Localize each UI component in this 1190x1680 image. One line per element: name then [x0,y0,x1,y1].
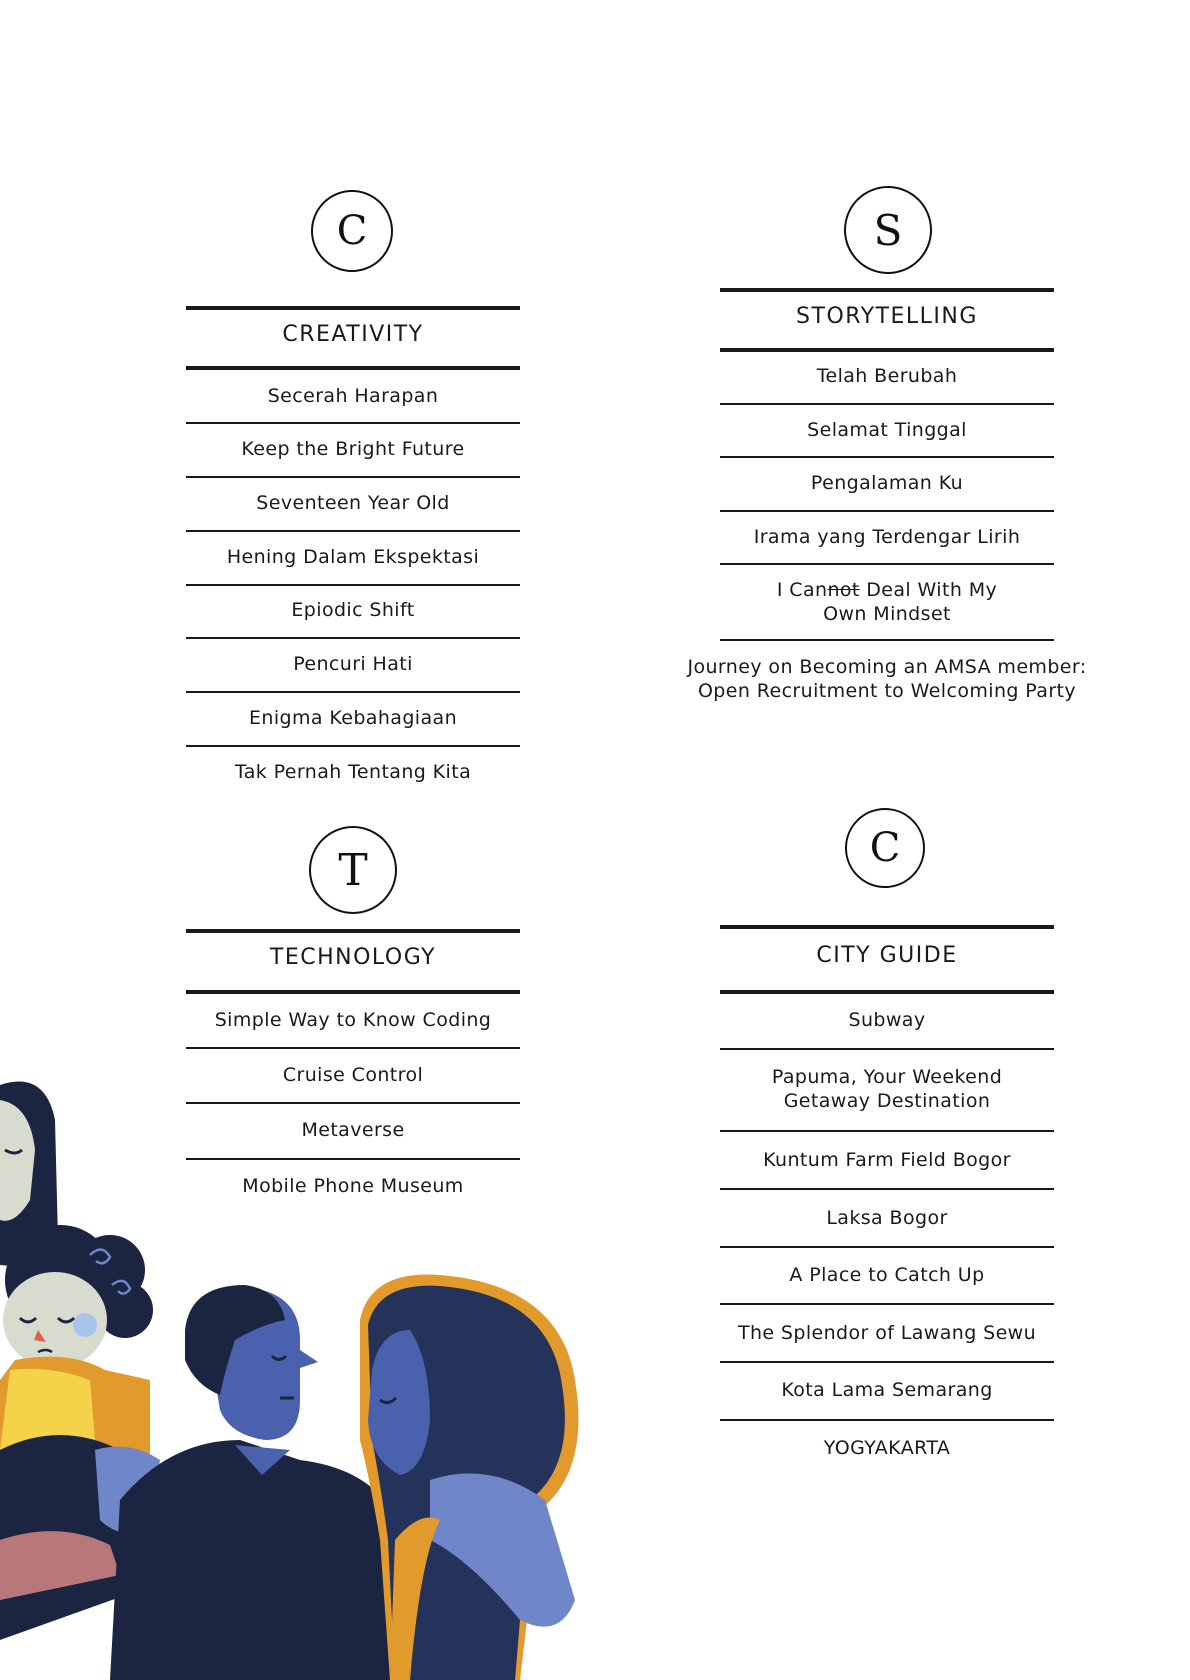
city-guide-item-1[interactable]: Subway [848,1009,926,1031]
creativity-item-3[interactable]: Seventeen Year Old [256,492,450,514]
storytelling-item-6[interactable]: Journey on Becoming an AMSA member: Open Recruitment to Welcoming Party [687,656,1087,702]
divider [186,530,520,532]
divider [186,745,520,747]
divider [720,510,1054,512]
creativity-item-7[interactable]: Enigma Kebahagiaan [248,707,458,729]
divider [186,929,520,933]
divider [186,422,520,424]
city-guide-heading: CITY GUIDE [816,943,958,968]
divider [720,288,1054,292]
city-guide-item-4[interactable]: Laksa Bogor [826,1207,948,1229]
divider [186,1047,520,1049]
divider [186,584,520,586]
creativity-heading: CREATIVITY [282,322,424,347]
creativity-item-6[interactable]: Pencuri Hati [293,653,413,675]
divider [186,1158,520,1160]
divider [720,1188,1054,1190]
storytelling-item-2[interactable]: Selamat Tinggal [807,419,967,441]
city-guide-item-6[interactable]: The Splendor of Lawang Sewu [737,1322,1037,1344]
city-guide-item-5[interactable]: A Place to Catch Up [789,1264,985,1286]
storytelling-item-5[interactable]: I Cannot Deal With My Own Mindset [776,579,998,625]
creativity-item-5[interactable]: Epiodic Shift [291,599,415,621]
divider [720,348,1054,352]
divider [720,1246,1054,1248]
divider [720,1303,1054,1305]
divider [720,990,1054,994]
city-guide-item-2[interactable]: Papuma, Your Weekend Getaway Destination [771,1066,1003,1112]
creativity-item-4[interactable]: Hening Dalam Ekspektasi [226,546,480,568]
city-guide-item-7[interactable]: Kota Lama Semarang [781,1379,993,1401]
city-guide-badge-icon: C [845,808,925,888]
divider [720,639,1054,641]
divider [720,1130,1054,1132]
divider [186,366,520,370]
creativity-item-2[interactable]: Keep the Bright Future [241,438,465,460]
technology-badge-icon: T [309,826,397,914]
creativity-item-1[interactable]: Secerah Harapan [267,385,439,407]
technology-heading: TECHNOLOGY [269,945,437,970]
storytelling-item-4[interactable]: Irama yang Terdengar Lirih [753,526,1021,548]
technology-item-1[interactable]: Simple Way to Know Coding [214,1009,492,1031]
divider [720,1419,1054,1421]
storytelling-badge-icon: S [844,186,932,274]
technology-item-2[interactable]: Cruise Control [282,1064,424,1086]
technology-item-4[interactable]: Mobile Phone Museum [242,1175,464,1197]
storytelling-item-3[interactable]: Pengalaman Ku [810,472,964,494]
creativity-item-8[interactable]: Tak Pernah Tentang Kita [234,761,472,783]
technology-item-3[interactable]: Metaverse [301,1119,405,1141]
divider [720,1361,1054,1363]
divider [186,691,520,693]
divider [186,306,520,310]
divider [186,637,520,639]
storytelling-heading: STORYTELLING [796,304,978,329]
divider [186,476,520,478]
divider [186,1102,520,1104]
divider [720,1048,1054,1050]
creativity-badge-icon: C [311,190,393,272]
divider [720,403,1054,405]
divider [720,456,1054,458]
city-guide-item-8[interactable]: YOGYAKARTA [823,1437,951,1459]
divider [186,990,520,994]
divider [720,563,1054,565]
city-guide-item-3[interactable]: Kuntum Farm Field Bogor [763,1149,1011,1171]
storytelling-item-1[interactable]: Telah Berubah [816,365,958,387]
divider [720,925,1054,929]
